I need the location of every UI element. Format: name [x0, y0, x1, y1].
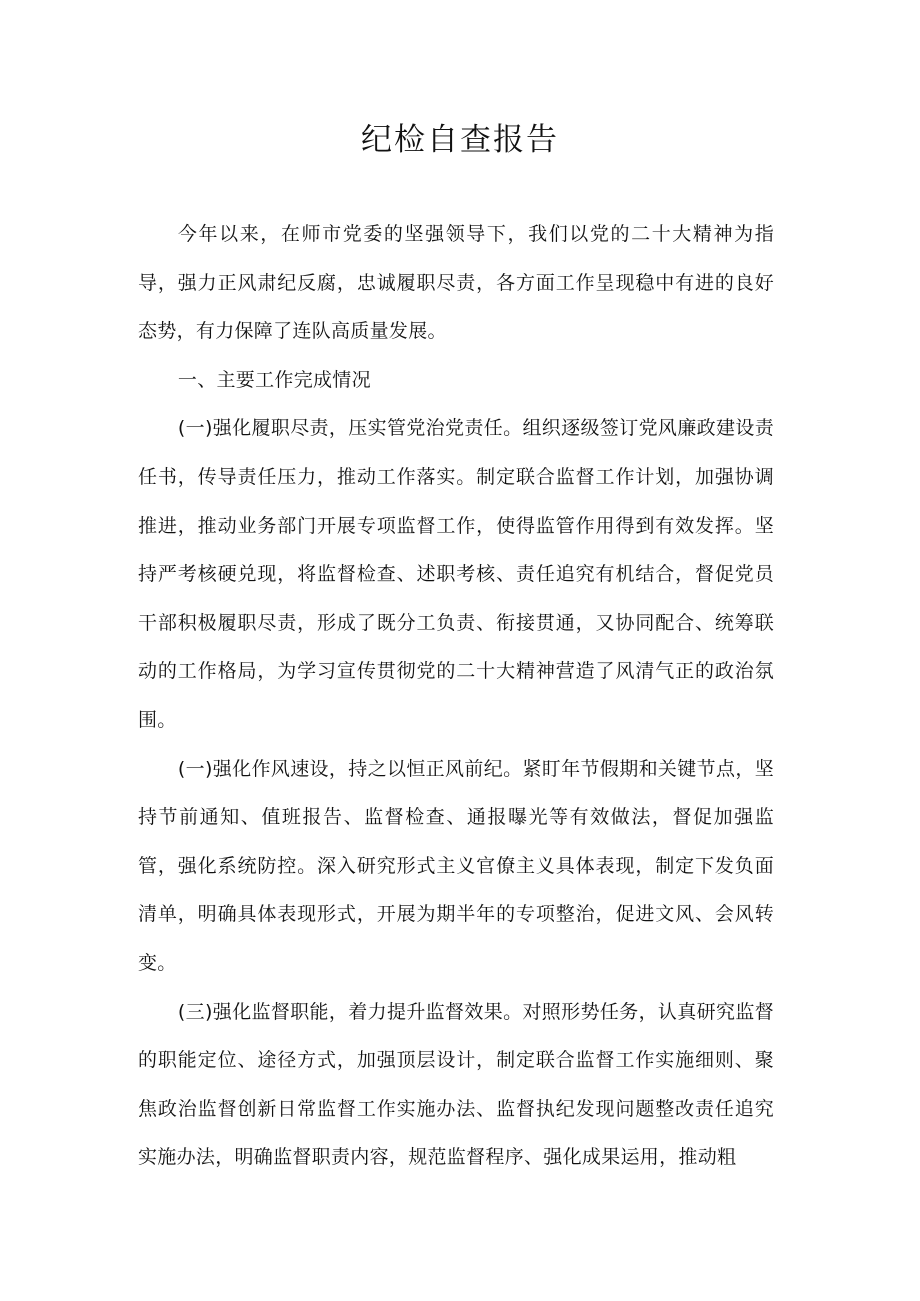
paragraph-supervision: (三)强化监督职能，着力提升监督效果。对照形势任务，认真研究监督的职能定位、途径方式，加强顶层设计，制定联合监督工作实施细则、聚焦政治监督创新日常监督工作实施办法、监督执纪发现问题整改责任追究实施办法，明确监督职责内容，规范监督程序、强化成果运用，推动粗: [138, 1000, 774, 1169]
paragraph-work-style: (一)强化作风速设，持之以恒正风前纪。紧盯年节假期和关键节点，坚持节前通知、值班报告、监督检查、通报曝光等有效做法，督促加强监管，强化系统防控。深入研究形式主义官僚主义具体表现，制定下发负面清单，明确具体表现形式，开展为期半年的专项整治，促进文风、会风转变。: [138, 757, 774, 974]
document-title: 纪检自查报告: [361, 122, 559, 158]
intro-paragraph: 今年以来，在师市党委的坚强领导下，我们以党的二十大精神为指导，强力正风肃纪反腐，忠诚履职尽责，各方面工作呈现稳中有进的良好态势，有力保障了连队高质量发展。: [138, 223, 774, 343]
section-heading: 一、主要工作完成情况: [177, 368, 371, 391]
document-body: [138, 210, 774, 1182]
paragraph-responsibility: (一)强化履职尽责，压实管党治党责任。组织逐级签订党风廉政建设责任书，传导责任压力，推动工作落实。制定联合监督工作计划，加强协调推进，推动业务部门开展专项监督工作，使得监管作用得到有效发挥。坚持严考核硬兑现，将监督检查、述职考核、责任追究有机结合，督促党员干部积极履职尽责，形成了既分工负责、衔接贯通，又协同配合、统筹联动的工作格局，为学习宣传贯彻党的二十大精神营造了风清气正的政治氛围。: [138, 417, 774, 731]
